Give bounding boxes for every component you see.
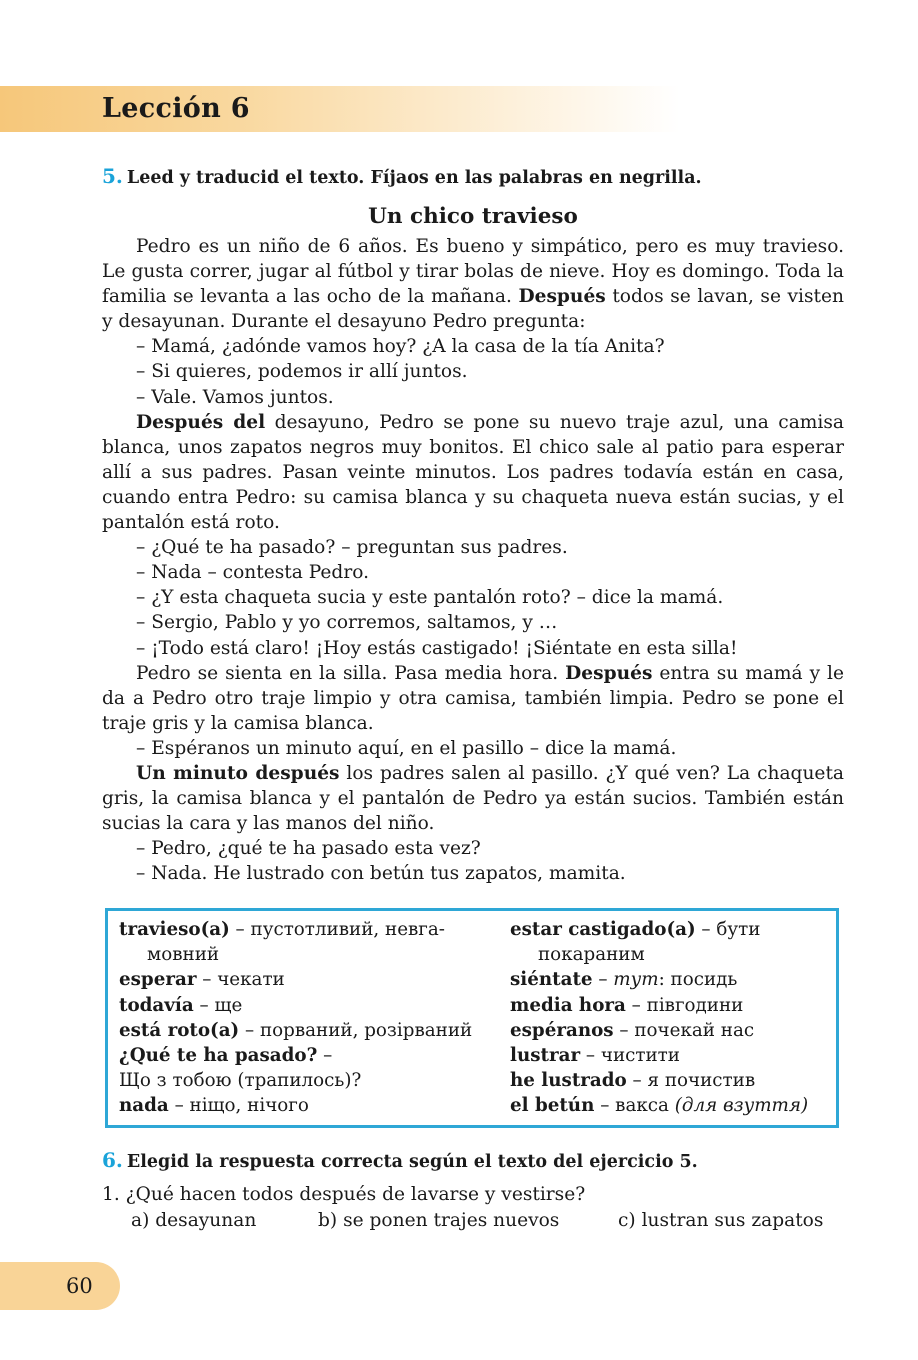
paragraph-1 [102, 234, 844, 334]
vocab-term: media hora [510, 994, 626, 1016]
vocab-entry [510, 1043, 830, 1068]
p3-text-end: entra su mamá y le da a Pedro otro traje limpio y otra camisa, también limpia. Pedro se pone el traje gris y la camisa blanca. [102, 662, 844, 734]
vocab-term: está roto(a) [119, 1019, 240, 1041]
vocab-entry-continued [119, 942, 499, 967]
dialogue-line: – ¡Todo está claro! ¡Hoy estás castigado! ¡Siéntate en esta silla! [136, 637, 738, 659]
vocab-term: travieso(a) [119, 919, 230, 940]
question-1: 1. ¿Qué hacen todos después de lavarse y vestirse? [102, 1184, 586, 1205]
vocab-term: lustrar [510, 1045, 581, 1067]
vocab-entry [119, 1043, 499, 1068]
vocab-note: (для взуття) [674, 1095, 809, 1117]
vocab-term: esperar [119, 969, 197, 991]
vocab-entry [510, 993, 830, 1018]
dialogue-line: – Espéranos un minuto aquí, en el pasillo – dice la mamá. [136, 737, 677, 759]
vocab-term: nada [119, 1095, 169, 1117]
p4-text: los padres salen al pasillo. ¿Y qué ven? La chaqueta gris, la camisa blanca y el pantalón de Pedro ya están sucios. También están sucias la cara y las manos del niño. [102, 762, 844, 835]
lesson-title: Lección 6 [102, 93, 250, 124]
p3-text: Pedro se sienta en la silla. Pasa media hora. [136, 662, 566, 684]
p1-text-end: todos se lavan, se visten y desayunan. Durante el desayuno Pedro pregunta: [102, 286, 844, 333]
paragraph-4 [102, 761, 844, 836]
vocab-translation: покараним [538, 944, 645, 966]
vocab-translation: мовний [147, 944, 220, 966]
vocabulary-column-right [510, 917, 830, 1119]
paragraph-2 [102, 410, 844, 535]
vocab-entry [119, 1018, 499, 1043]
vocab-entry [510, 967, 830, 992]
vocab-translation: Що з тобою (трапилось)? [119, 1070, 362, 1092]
dialogue-line: – Si quieres, podemos ir allí juntos. [136, 361, 468, 383]
dialogue-line: – Sergio, Pablo y yo corremos, saltamos, y … [136, 612, 558, 634]
story-text [102, 234, 844, 886]
vocab-translation: – півгодини [625, 994, 744, 1016]
vocab-translation: : посидь [658, 969, 738, 991]
p2-text: desayuno, Pedro se pone su nuevo traje azul, una camisa blanca, unos zapatos negros muy bonitos. El chico sale al patio para esperar allí a sus padres. Pasan veinte minutos. Los padres todavía están en casa, cuando entra Pedro: su camisa blanca y su chaqueta nueva están sucias, y el pantalón está roto. [102, 411, 845, 534]
vocab-translation: – пустотливий, невга- [229, 919, 445, 940]
dialogue-line: – Mamá, ¿adónde vamos hoy? ¿A la casa de la tía Anita? [136, 336, 665, 358]
vocab-entry [510, 1018, 830, 1043]
p2-bold: Después del [136, 411, 266, 433]
p1-text: Pedro es un niño de 6 años. Es bueno y simpático, pero es muy travieso. Le gusta correr, jugar al fútbol y tirar bolas de nieve. Hoy es domingo. Toda la familia se levanta a las ocho de la mañana. [102, 236, 844, 308]
paragraph-3 [102, 661, 844, 736]
story-title: Un chico travieso [368, 204, 578, 229]
answer-option-a: a) desayunan [131, 1210, 257, 1231]
p3-bold: Después [565, 662, 653, 684]
vocab-term: ¿Qué te ha pasado? [119, 1045, 318, 1067]
vocab-translation: – почекай нас [613, 1019, 755, 1041]
p1-bold: Después [518, 286, 606, 308]
vocab-entry [510, 917, 830, 942]
vocab-entry [119, 1093, 499, 1118]
vocab-entry [119, 967, 499, 992]
p4-bold: Un minuto después [136, 762, 340, 784]
dialogue-line: – Nada. He lustrado con betún tus zapatos, mamita. [136, 863, 626, 885]
vocab-entry [119, 993, 499, 1018]
dialogue-line: – Nada – contesta Pedro. [136, 562, 369, 584]
vocab-entry-continued [119, 1068, 499, 1093]
task-6-instruction [102, 1148, 698, 1174]
task-5-text: Leed y traducid el texto. Fíjaos en las palabras en negrilla. [126, 168, 702, 188]
vocab-term: estar castigado(a) [510, 919, 696, 940]
task-6-number: 6. [102, 1148, 123, 1172]
vocab-translation: – порваний, розірваний [239, 1019, 473, 1041]
answer-option-c: c) lustran sus zapatos [618, 1210, 824, 1231]
vocab-term: espéranos [510, 1019, 614, 1041]
vocab-translation: – [592, 969, 614, 991]
page-number: 60 [66, 1274, 93, 1298]
dialogue-line: – Vale. Vamos juntos. [136, 386, 334, 408]
vocab-note: тут [613, 969, 659, 991]
vocab-translation: – я почистив [626, 1070, 756, 1092]
vocab-term: todavía [119, 994, 194, 1016]
vocab-entry-continued [510, 942, 830, 967]
vocab-entry [510, 1068, 830, 1093]
vocab-term: he lustrado [510, 1070, 627, 1092]
vocab-translation: – [317, 1045, 333, 1067]
dialogue-line: – ¿Qué te ha pasado? – preguntan sus padres. [136, 537, 568, 559]
dialogue-line: – ¿Y esta chaqueta sucia y este pantalón roto? – dice la mamá. [136, 587, 724, 609]
vocab-term: el betún [510, 1095, 595, 1117]
task-5-number: 5. [102, 164, 123, 188]
page-number-tab [0, 1262, 120, 1310]
vocabulary-column-left [119, 917, 499, 1119]
vocabulary-box [105, 908, 839, 1128]
vocab-translation: – ніщо, нічого [168, 1095, 309, 1117]
answer-option-b: b) se ponen trajes nuevos [318, 1210, 560, 1231]
vocab-entry [119, 917, 499, 942]
vocab-translation: – вакса [594, 1095, 675, 1117]
vocab-translation: – чекати [196, 969, 285, 991]
vocab-term: siéntate [510, 969, 593, 991]
task-6-text: Elegid la respuesta correcta según el texto del ejercicio 5. [126, 1152, 698, 1172]
vocab-translation: – чистити [580, 1045, 680, 1067]
vocab-entry [510, 1093, 830, 1118]
vocab-translation: – бути [695, 919, 761, 940]
task-5-instruction [102, 164, 702, 190]
vocab-translation: – ще [193, 994, 243, 1016]
dialogue-line: – Pedro, ¿qué te ha pasado esta vez? [136, 838, 481, 860]
